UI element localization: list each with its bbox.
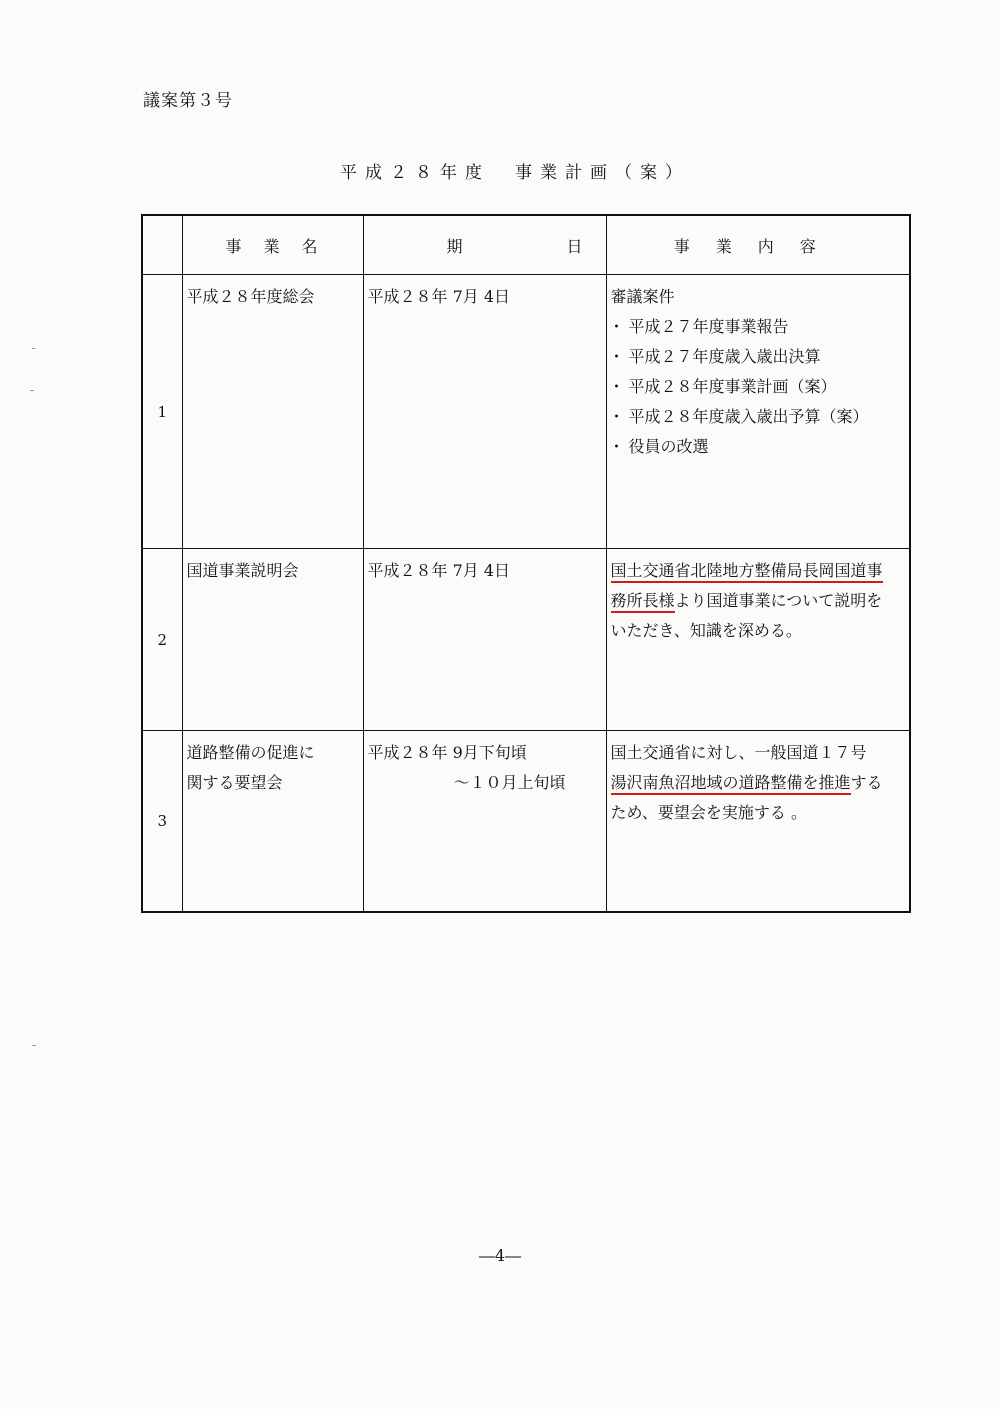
table-row — [142, 549, 910, 731]
business-name — [182, 731, 363, 912]
business-plan-table — [141, 214, 911, 913]
header-business-name: 事業名 — [182, 215, 363, 275]
content-line: ため、要望会を実施する 。 — [610, 803, 807, 822]
date-end: ～１０月上旬頃 — [453, 773, 566, 792]
list-item: ・ 平成２８年度歳入歳出予算（案） — [611, 402, 906, 432]
row-number: 2 — [142, 549, 182, 731]
content-line: より国道事業について説明を — [674, 591, 883, 610]
business-name-line: 道路整備の促進に — [186, 743, 315, 762]
scan-speck — [30, 390, 34, 391]
table-row — [142, 731, 910, 912]
content-heading: 審議案件 — [610, 287, 675, 306]
business-date: 平成２８年 7月 4日 — [363, 275, 606, 549]
row-number: 1 — [142, 275, 182, 549]
header-date-part-a: 期 — [446, 236, 463, 256]
table-header-row — [142, 215, 910, 275]
content-line-underlined: 務所長様 — [611, 591, 675, 613]
business-name-line: 関する要望会 — [186, 773, 283, 792]
content-line: 国土交通省に対し、一般国道１７号 — [610, 743, 867, 762]
agenda-list — [611, 312, 906, 462]
scan-speck — [32, 348, 35, 349]
business-date: 平成２８年 7月 4日 — [363, 549, 606, 731]
list-item: ・ 役員の改選 — [611, 432, 906, 462]
page-number: ―4― — [478, 1246, 522, 1265]
header-number — [142, 215, 182, 275]
header-date-part-b: 日 — [566, 236, 583, 256]
content-line: いただき、知識を深める。 — [610, 621, 802, 640]
list-item: ・ 平成２７年度事業報告 — [611, 312, 906, 342]
business-name: 国道事業説明会 — [182, 549, 363, 731]
document-title: 平成２８年度 事業計画（案） — [340, 163, 690, 183]
list-item: ・ 平成２８年度事業計画（案） — [611, 372, 906, 402]
business-content — [606, 275, 910, 549]
document-label: 議案第３号 — [143, 91, 233, 111]
content-line: する — [850, 773, 883, 792]
header-date — [363, 215, 606, 275]
business-date — [363, 731, 606, 912]
scan-speck — [32, 1045, 36, 1046]
business-content — [606, 549, 910, 731]
list-item: ・ 平成２７年度歳入歳出決算 — [611, 342, 906, 372]
date-start: 平成２８年 9月下旬頃 — [367, 743, 527, 762]
row-number: 3 — [142, 731, 182, 912]
business-name: 平成２８年度総会 — [182, 275, 363, 549]
content-line-underlined: 国土交通省北陸地方整備局長岡国道事 — [611, 561, 883, 583]
table-row — [142, 275, 910, 549]
content-line-underlined: 湯沢南魚沼地域の道路整備を推進 — [611, 773, 851, 795]
business-content — [606, 731, 910, 912]
header-business-content: 事業内容 — [606, 215, 910, 275]
